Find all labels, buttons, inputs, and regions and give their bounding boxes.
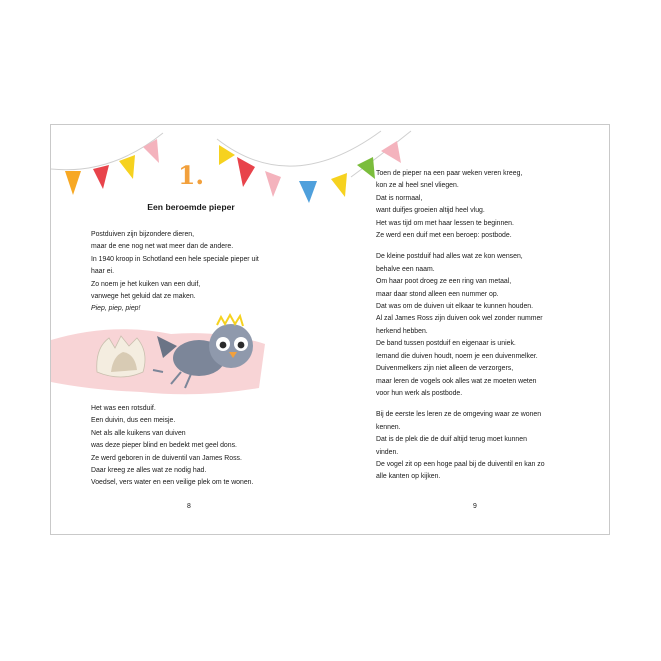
- bunting-flag: [381, 141, 401, 163]
- text-line: was deze pieper blind en bedekt met geel dons.: [91, 442, 237, 450]
- text-line: voor hun werk als postbode.: [376, 389, 463, 397]
- bunting-flag: [265, 171, 281, 197]
- text-line: vinden.: [376, 448, 399, 456]
- bunting-flag: [219, 145, 235, 165]
- text-line: Net als alle kuikens van duiven: [91, 429, 186, 437]
- text-line: Dat is de plek die de duif altijd terug moet kunnen: [376, 436, 527, 444]
- paragraph: [376, 409, 586, 483]
- text-line: kon ze al heel snel vliegen.: [376, 182, 459, 190]
- text-line: vanwege het geluid dat ze maken.: [91, 293, 196, 301]
- text-line: Voedsel, vers water en een veilige plek om te wonen.: [91, 479, 254, 487]
- page-number-right: 9: [473, 503, 477, 510]
- bunting-flag: [331, 173, 347, 197]
- text-line: Om haar poot droeg ze een ring van metaal,: [376, 278, 512, 286]
- text-line: maar leren de vogels ook alles wat ze moeten weten: [376, 377, 537, 385]
- text-line: behalve een naam.: [376, 265, 435, 273]
- bunting-flag: [299, 181, 317, 203]
- paragraph: [376, 168, 586, 242]
- text-line: herkend hebben.: [376, 327, 428, 335]
- page-number-left: 8: [187, 503, 191, 510]
- text-line: haar ei.: [91, 268, 114, 276]
- chapter-number: 1.: [177, 161, 205, 190]
- pigeon-chick-illustration: [51, 300, 271, 400]
- text-line: Ze werd een duif met een beroep: postbode.: [376, 232, 512, 240]
- text-line: kennen.: [376, 423, 401, 431]
- book-spread: [50, 124, 610, 535]
- text-line: Het was een rotsduif.: [91, 405, 156, 412]
- text-line: Het was tijd om met haar lessen te beginnen.: [376, 219, 514, 227]
- text-line: maar daar stond alleen een nummer op.: [376, 290, 499, 298]
- text-line: Dat is normaal,: [376, 194, 423, 202]
- text-line: Toen de pieper na een paar weken veren kreeg,: [376, 170, 523, 177]
- text-line: Postduiven zijn bijzondere dieren,: [91, 231, 195, 238]
- text-line: Duivenmelkers zijn niet alleen de verzorgers,: [376, 365, 514, 373]
- text-line: maar de ene nog net wat meer dan de andere.: [91, 243, 234, 251]
- text-line: Ze werd geboren in de duiventil van James Ross.: [91, 454, 242, 462]
- left-page-story: [91, 403, 301, 499]
- right-page-text: [376, 168, 586, 493]
- text-line: Bij de eerste les leren ze de omgeving waar ze wonen: [376, 411, 542, 419]
- text-line: want duifjes groeien altijd heel vlug.: [376, 207, 485, 215]
- chapter-title: Een beroemde pieper: [147, 202, 235, 212]
- text-line: De kleine postduif had alles wat ze kon wensen,: [376, 253, 523, 261]
- paragraph: [376, 251, 586, 400]
- bunting-flag: [93, 165, 109, 189]
- text-line: Zo noem je het kuiken van een duif,: [91, 280, 201, 288]
- bunting-flag: [143, 139, 159, 163]
- bunting-flag: [65, 171, 81, 195]
- text-line: De vogel zit op een hoge paal bij de duiventil en kan zo: [376, 460, 545, 468]
- sound-line: Piep, piep, piep!: [91, 305, 141, 313]
- text-line: Een duivin, dus een meisje.: [91, 417, 176, 425]
- text-line: Al zal James Ross zijn duiven ook wel zonder nummer: [376, 315, 543, 323]
- text-line: In 1940 kroop in Schotland een hele speciale pieper uit: [91, 255, 259, 263]
- text-line: De band tussen postduif en eigenaar is uniek.: [376, 340, 516, 348]
- text-line: alle kanten op kijken.: [376, 473, 441, 481]
- bunting-flag: [357, 157, 375, 179]
- text-line: Daar kreeg ze alles wat ze nodig had.: [91, 467, 207, 475]
- text-line: Iemand die duiven houdt, noem je een duivenmelker.: [376, 352, 538, 360]
- story-paragraph: [91, 403, 301, 490]
- text-line: Dat was om de duiven uit elkaar te kunnen houden.: [376, 303, 534, 311]
- bunting-flag: [237, 157, 255, 187]
